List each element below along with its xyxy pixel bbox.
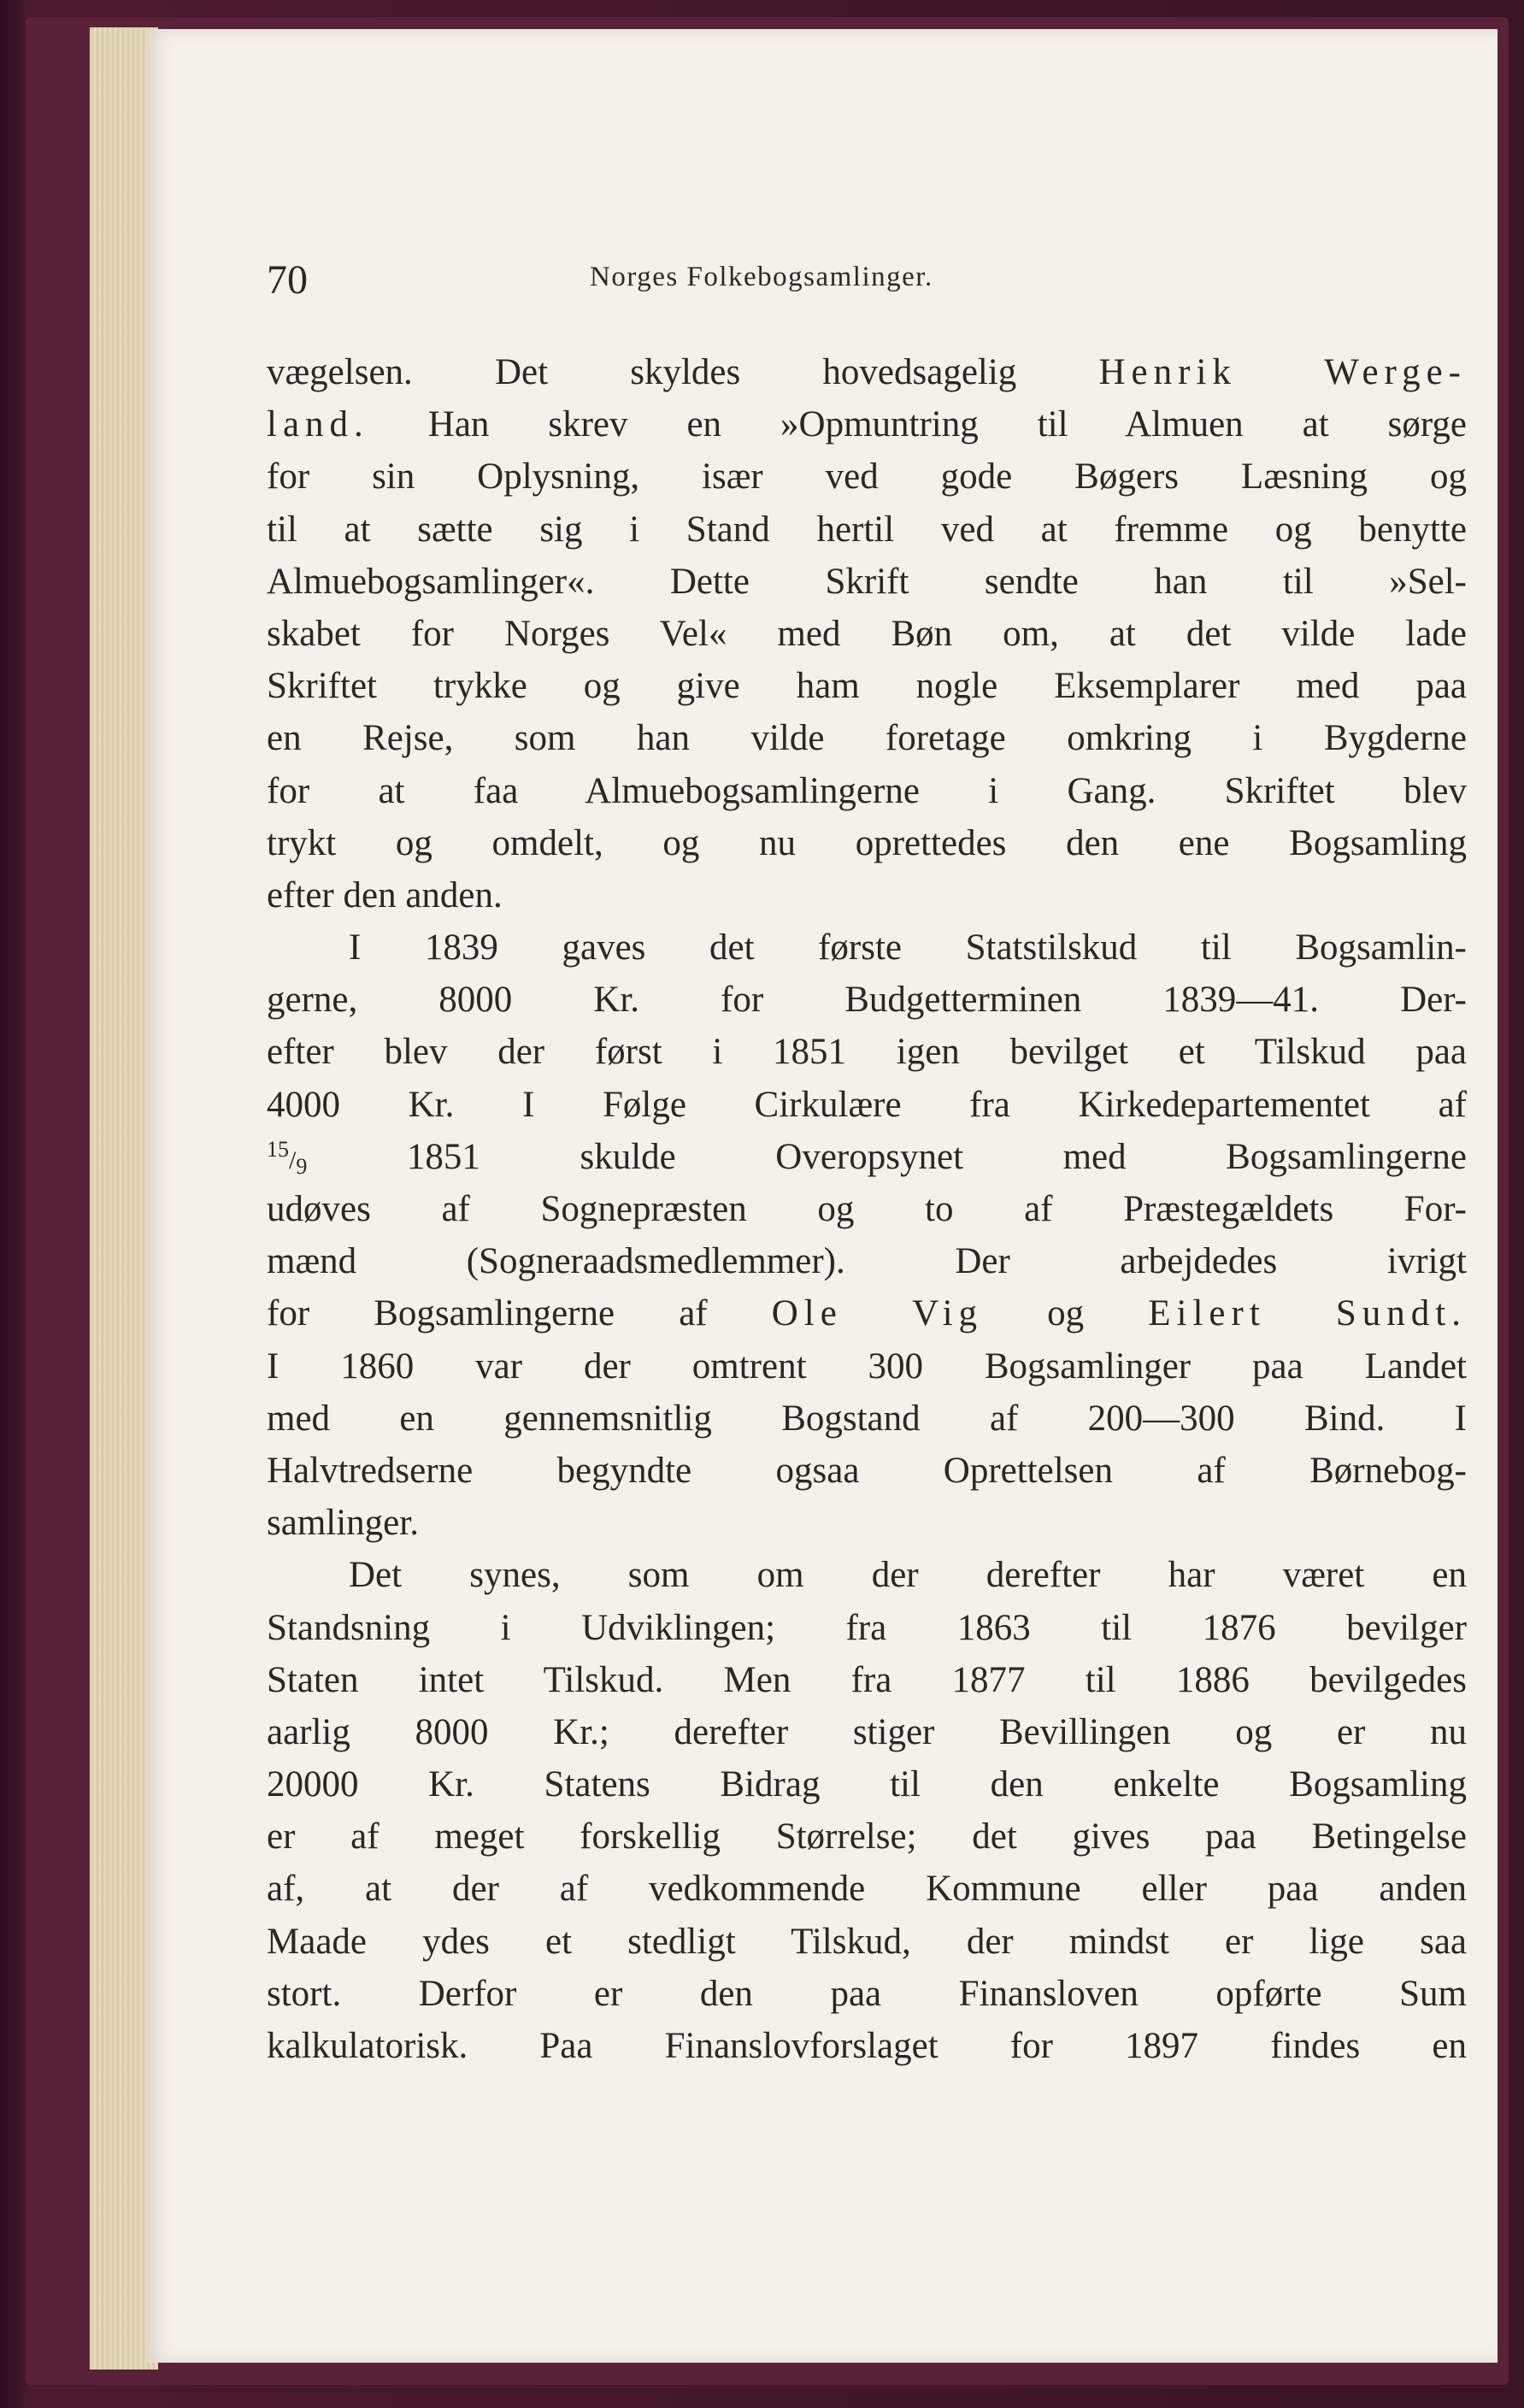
- text-line: af, at der af vedkommende Kommune eller paa anden: [267, 1869, 1467, 1910]
- text-line: stort. Derfor er den paa Finansloven opførte Sum: [267, 1973, 1467, 2014]
- text-line: for at faa Almuebogsamlingerne i Gang. Skriftet blev: [267, 770, 1467, 811]
- text-line: mænd (Sogneraadsmedlemmer). Der arbejdedes ivrigt: [267, 1241, 1467, 1282]
- text-line: Halvtredserne begyndte ogsaa Oprettelsen af Børnebog-: [267, 1450, 1467, 1491]
- text-line: kalkulatorisk. Paa Finanslovforslaget for 1897 findes en: [267, 2026, 1467, 2066]
- text-line: til at sætte sig i Stand hertil ved at fremme og benytte: [267, 509, 1467, 550]
- text-line: I 1839 gaves det første Statstilskud til Bogsamlin-: [349, 927, 1467, 968]
- text-line: med en gennemsnitlig Bogstand af 200—300 Bind. I: [267, 1398, 1467, 1439]
- text-line: Skriftet trykke og give ham nogle Eksemplarer med paa: [267, 666, 1467, 707]
- text-line: udøves af Sognepræsten og to af Præstegældets For-: [267, 1189, 1467, 1229]
- text-line: Det synes, som om der derefter har været en: [349, 1555, 1467, 1596]
- text-line: en Rejse, som han vilde foretage omkring i Bygderne: [267, 718, 1467, 759]
- emphasized-name: land.: [267, 404, 369, 445]
- text-line: efter blev der først i 1851 igen bevilget et Tilskud paa: [267, 1032, 1467, 1073]
- text-line: Standsning i Udviklingen; fra 1863 til 1876 bevilger: [267, 1607, 1467, 1648]
- text-line: Staten intet Tilskud. Men fra 1877 til 1886 bevilgedes: [267, 1659, 1467, 1700]
- text-line: vægelsen. Det skyldes hovedsagelig Henrik Werge-: [267, 352, 1467, 392]
- text-line: 4000 Kr. I Følge Cirkulære fra Kirkedepartementet af: [267, 1084, 1467, 1125]
- text-line: for sin Oplysning, især ved gode Bøgers Læsning og: [267, 456, 1467, 497]
- text-line: Maade ydes et stedligt Tilskud, der mindst er lige saa: [267, 1921, 1467, 1962]
- text-line: I 1860 var der omtrent 300 Bogsamlinger paa Landet: [267, 1345, 1467, 1387]
- text-line: Almuebogsamlinger«. Dette Skrift sendte han til »Sel-: [267, 561, 1467, 602]
- text-line: aarlig 8000 Kr.; derefter stiger Bevillingen og er nu: [267, 1711, 1467, 1752]
- text-line: efter den anden.: [267, 874, 503, 916]
- text-line: samlinger.: [267, 1503, 419, 1544]
- text-line: for Bogsamlingerne af Ole Vig og Eilert Sundt.: [267, 1293, 1467, 1334]
- text-line: land. Han skrev en »Opmuntring til Almuen at sørge: [267, 404, 1467, 445]
- text-line: trykt og omdelt, og nu oprettedes den ene Bogsamling: [267, 822, 1467, 863]
- emphasized-name: Ole Vig: [771, 1293, 984, 1334]
- emphasized-name: Henrik Werge-: [1098, 352, 1467, 392]
- date-fraction: $^{15}/_9$: [267, 1136, 308, 1179]
- body-text: [267, 346, 1467, 2072]
- text-line: 20000 Kr. Statens Bidrag til den enkelte Bogsamling: [267, 1764, 1467, 1805]
- page-header: [267, 256, 1139, 303]
- page-number: 70: [267, 257, 308, 303]
- text-line: skabet for Norges Vel« med Bøn om, at det vilde lade: [267, 613, 1467, 654]
- text-line: er af meget forskellig Størrelse; det gives paa Betingelse: [267, 1816, 1467, 1858]
- emphasized-name: Eilert Sundt.: [1148, 1293, 1467, 1334]
- running-title: Norges Folkebogsamlinger.: [590, 262, 933, 292]
- text-line: gerne, 8000 Kr. for Budgetterminen 1839—41. Der-: [267, 980, 1467, 1021]
- text-line: $^{15}/_9$ 1851 skulde Overopsynet med Bogsamlingerne: [267, 1136, 1467, 1179]
